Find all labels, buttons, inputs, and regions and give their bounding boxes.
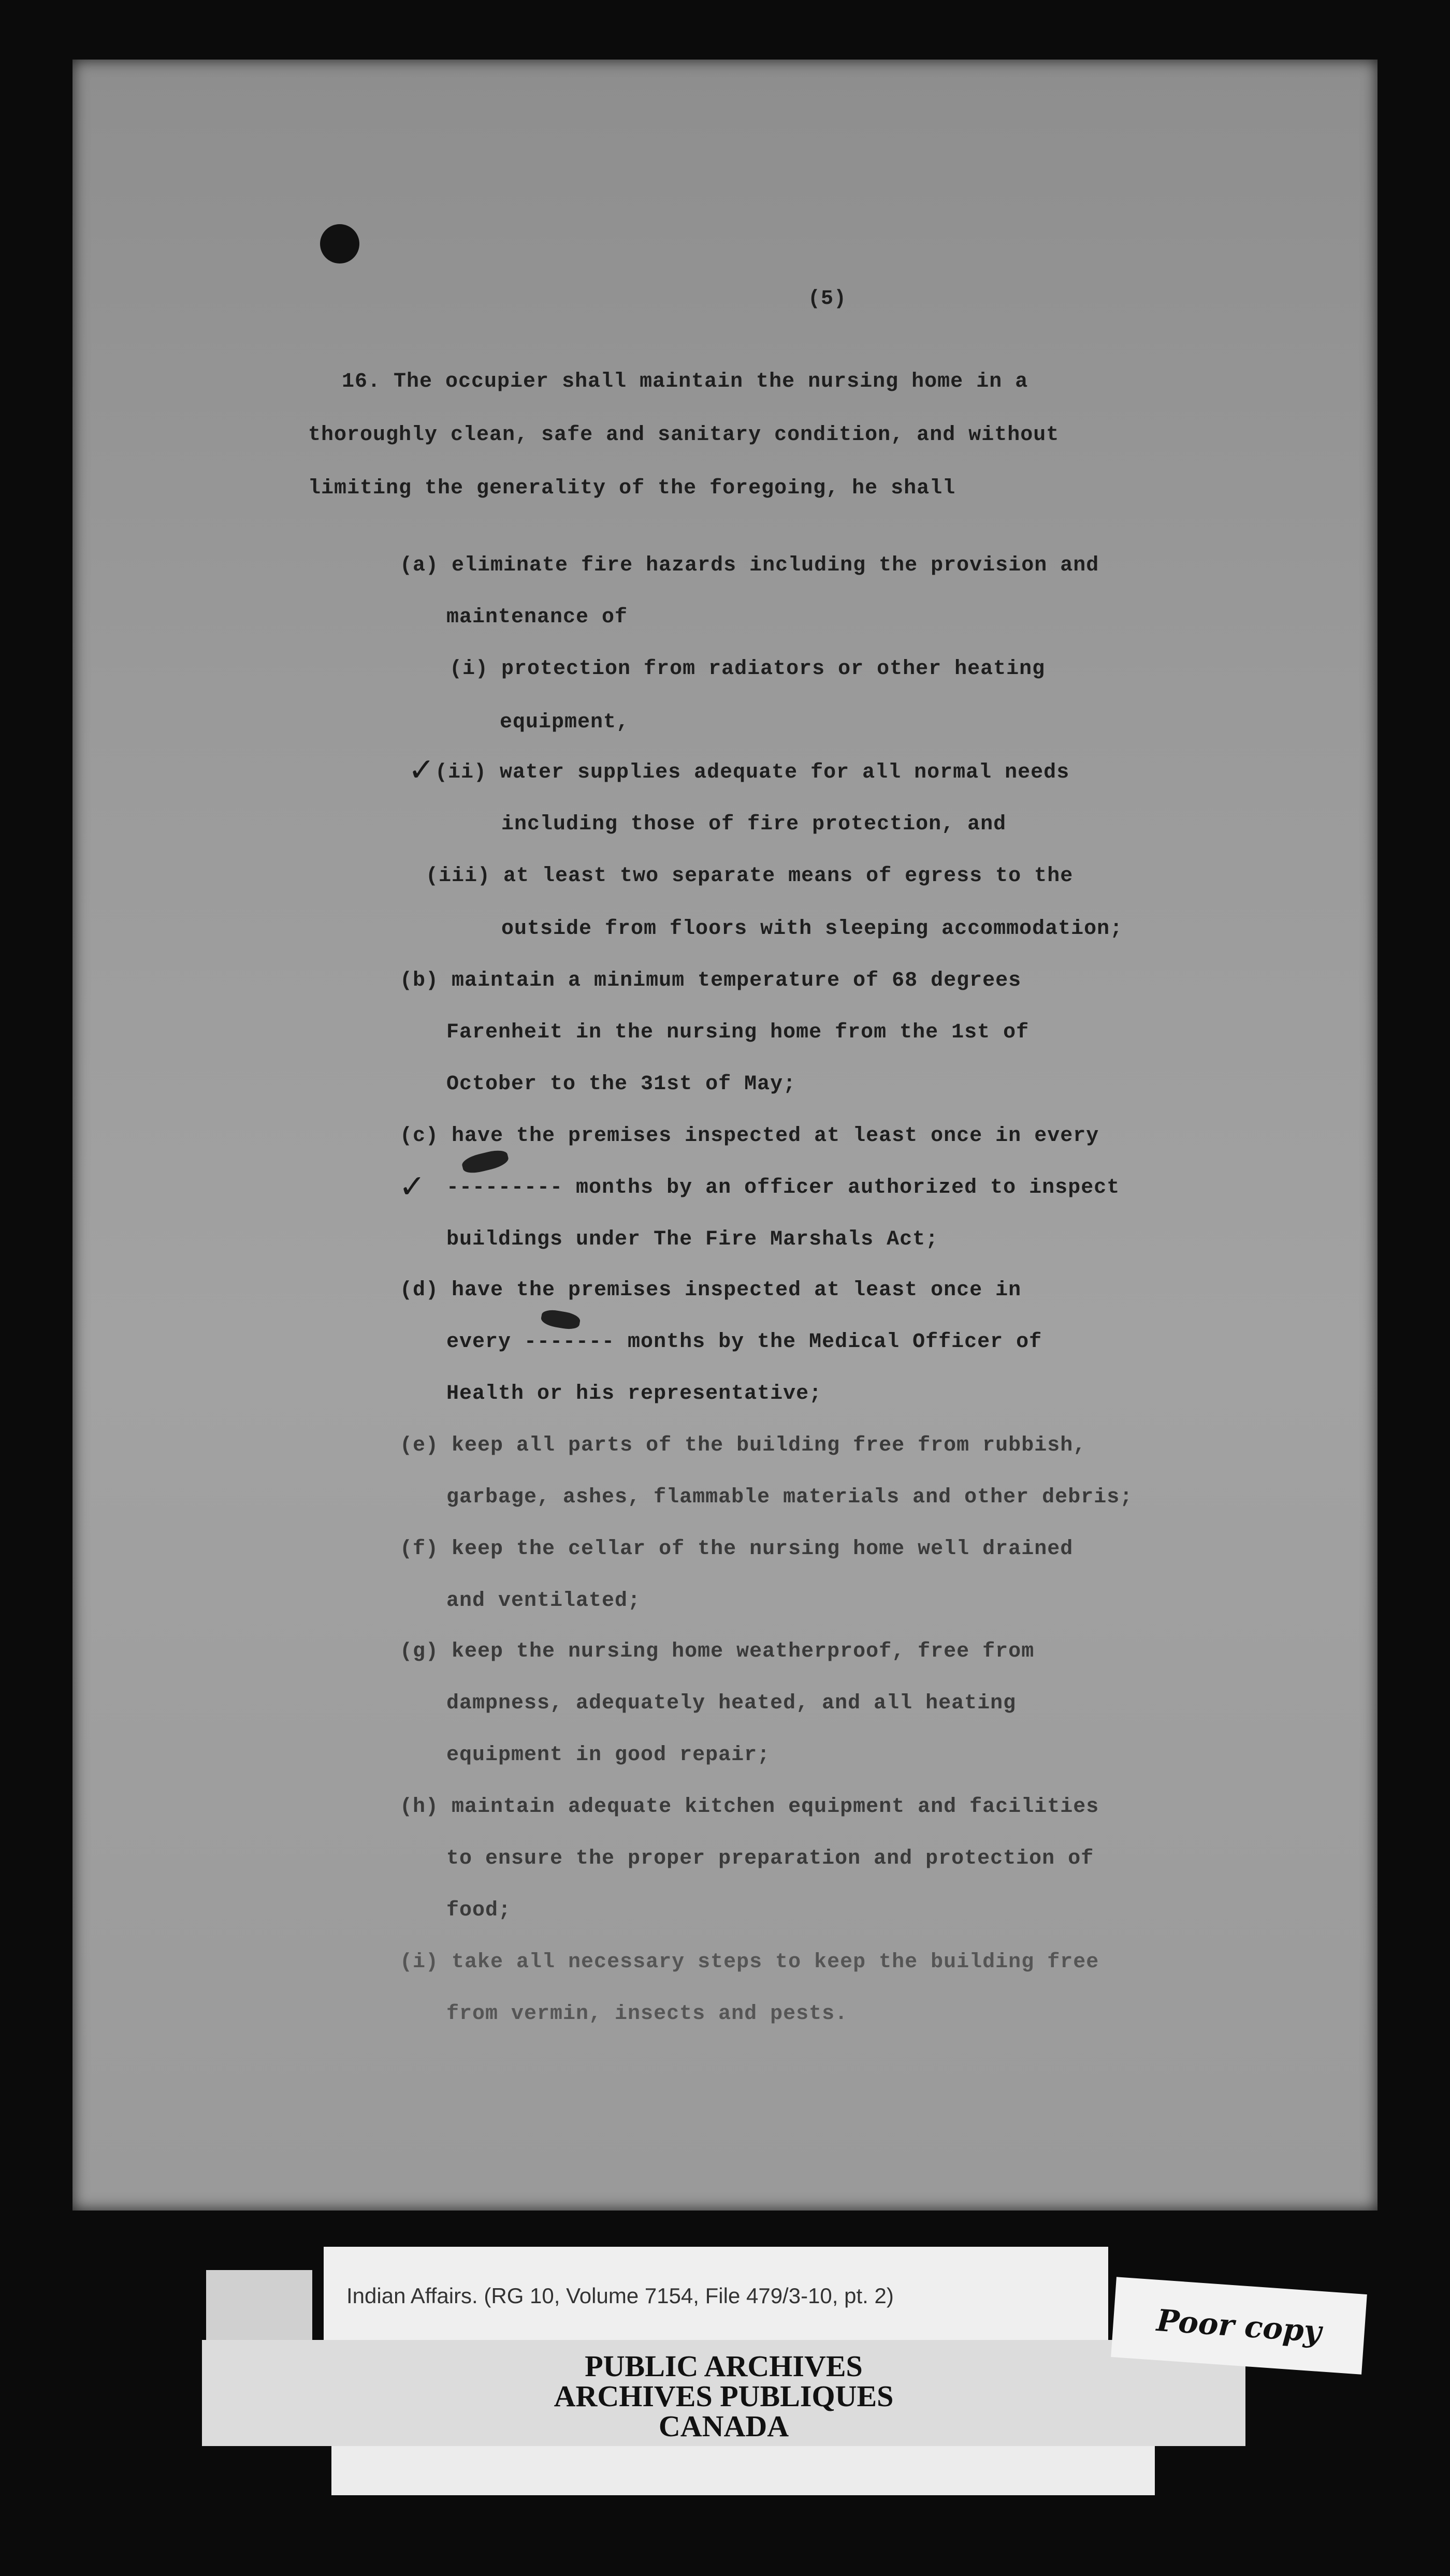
item-h-line-1: (h) maintain adequate kitchen equipment and facilities: [400, 1795, 1099, 1819]
stamp-line-3: CANADA: [658, 2409, 789, 2443]
item-d-line-2: every ------- months by the Medical Officer of: [446, 1330, 1042, 1354]
item-a-i-line-1: (i) protection from radiators or other heating: [450, 657, 1046, 681]
item-d-line-1: (d) have the premises inspected at least once in: [400, 1279, 1022, 1302]
stamp-line-2: ARCHIVES PUBLIQUES: [554, 2379, 894, 2413]
item-i-line-1: (i) take all necessary steps to keep the building free: [400, 1951, 1099, 1974]
item-a-iii-line-2: outside from floors with sleeping accommodation;: [501, 917, 1123, 941]
paragraph-16-line-2: thoroughly clean, safe and sanitary condition, and without: [308, 423, 1060, 447]
item-g-line-2: dampness, adequately heated, and all heating: [446, 1692, 1017, 1715]
archive-label-strip: [331, 2446, 1155, 2495]
item-c-line-3: buildings under The Fire Marshals Act;: [446, 1228, 939, 1251]
item-i-line-2: from vermin, insects and pests.: [446, 2002, 848, 2026]
item-f-line-1: (f) keep the cellar of the nursing home well drained: [400, 1538, 1074, 1561]
document-body: [72, 60, 1378, 2211]
item-f-line-2: and ventilated;: [446, 1589, 641, 1613]
checkmark-icon: ✓: [408, 751, 436, 788]
item-b-line-1: (b) maintain a minimum temperature of 68 degrees: [400, 969, 1022, 992]
page-number: (5): [808, 287, 847, 311]
item-e-line-1: (e) keep all parts of the building free from rubbish,: [400, 1434, 1086, 1457]
stamp-line-1: PUBLIC ARCHIVES: [585, 2349, 863, 2383]
item-h-line-3: food;: [446, 1899, 512, 1922]
item-c-line-2: --------- months by an officer authorized to inspect: [446, 1176, 1120, 1199]
paragraph-16-line-3: limiting the generality of the foregoing, he shall: [308, 477, 956, 500]
item-c-line-1: (c) have the premises inspected at least once in every: [400, 1124, 1099, 1148]
archive-reference: Indian Affairs. (RG 10, Volume 7154, File 479/3-10, pt. 2): [346, 2284, 894, 2308]
item-a-i-line-2: equipment,: [500, 711, 630, 734]
ink-scribble: [460, 1148, 510, 1176]
item-a-line-2: maintenance of: [446, 606, 628, 629]
item-g-line-1: (g) keep the nursing home weatherproof, free from: [400, 1640, 1035, 1663]
item-g-line-3: equipment in good repair;: [446, 1744, 771, 1767]
document-page: [72, 60, 1378, 2211]
item-a-line-1: (a) eliminate fire hazards including the provision and: [400, 554, 1099, 577]
paragraph-16-line-1: 16. The occupier shall maintain the nursing home in a: [342, 370, 1028, 393]
item-a-ii-line-2: including those of fire protection, and: [501, 813, 1007, 836]
archive-stamp: [202, 2340, 1245, 2446]
item-e-line-2: garbage, ashes, flammable materials and other debris;: [446, 1486, 1133, 1509]
handwritten-note: Poor copy: [1155, 2302, 1323, 2349]
item-h-line-2: to ensure the proper preparation and protection of: [446, 1847, 1094, 1870]
item-b-line-3: October to the 31st of May;: [446, 1073, 796, 1096]
item-b-line-2: Farenheit in the nursing home from the 1st of: [446, 1021, 1030, 1044]
ink-scribble: [540, 1308, 581, 1331]
checkmark-icon: ✓: [399, 1167, 426, 1205]
archive-reference-label: [324, 2247, 1108, 2345]
item-a-ii-line-1: (ii) water supplies adequate for all normal needs: [435, 761, 1070, 784]
item-d-line-3: Health or his representative;: [446, 1382, 822, 1406]
item-a-iii-line-1: (iii) at least two separate means of egress to the: [426, 865, 1074, 888]
